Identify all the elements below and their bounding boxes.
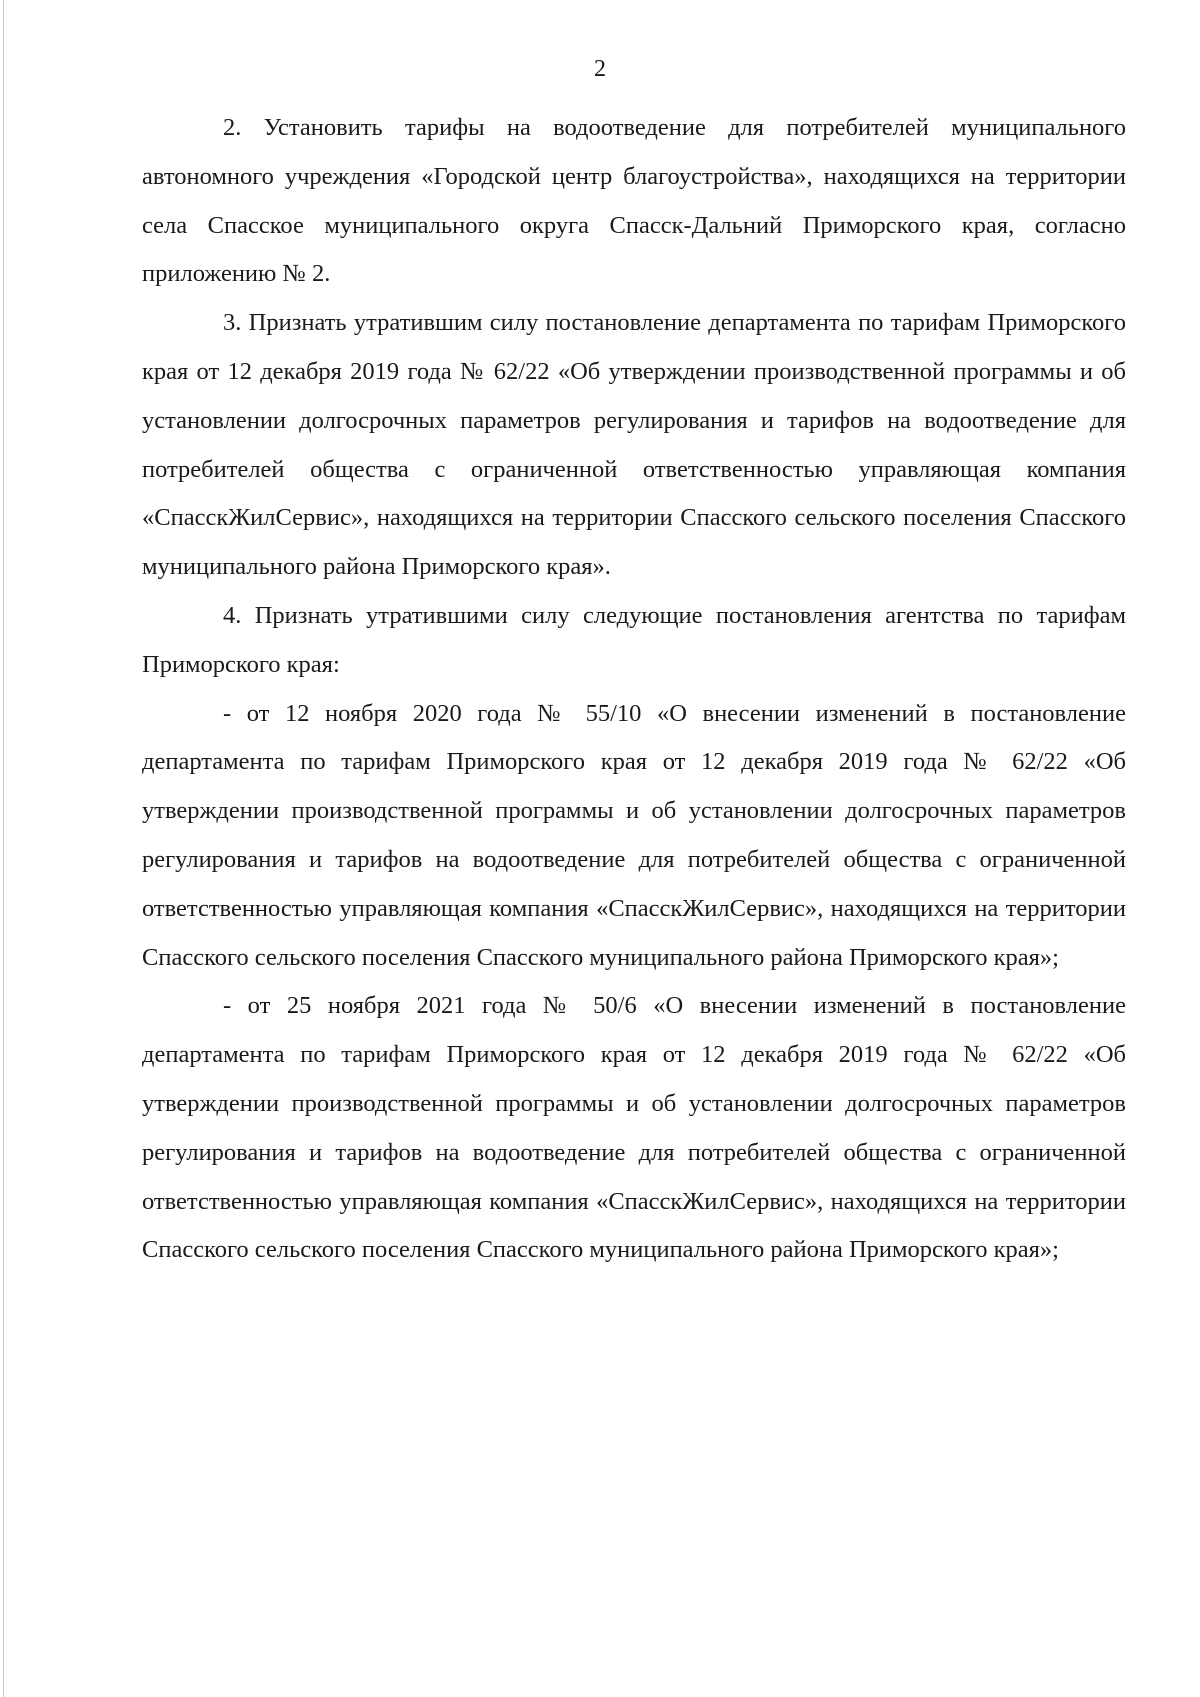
list-item-resolution-50-6: - от 25 ноября 2021 года № 50/6 «О внесении изменений в постановление департамента по тарифам Приморского края от 12 декабря 2019 года № 62/22 «Об утверждении производственной программы и об установлении долгосрочных параметров регулирования и тарифов на водоотведение для потребителей общества с ограниченной ответственностью управляющая компания «СпасскЖилСервис», находящихся на территории Спасского сельского поселения Спасского муниципального района Приморского края»; bbox=[142, 992, 1126, 1264]
page-number: 2 bbox=[594, 56, 606, 82]
paragraph-item-4: 4. Признать утратившими силу следующие постановления агентства по тарифам Приморского края: bbox=[142, 601, 1126, 678]
paragraph-item-3: 3. Признать утратившим силу постановление департамента по тарифам Приморского края от 12 декабря 2019 года № 62/22 «Об утверждении производственной программы и об установлении долгосрочных параметров регулирования и тарифов на водоотведение для потребителей общества с ограниченной ответственностью управляющая компания «СпасскЖилСервис», находящихся на территории Спасского сельского поселения Спасского муниципального района Приморского края». bbox=[142, 309, 1126, 581]
paragraph-item-2: 2. Установить тарифы на водоотведение для потребителей муниципального автономного учреждения «Городской центр благоустройства», находящихся на территории села Спасское муниципального округа Спасск-Дальний Приморского края, согласно приложению № 2. bbox=[142, 114, 1126, 288]
document-body bbox=[142, 104, 1126, 1275]
scan-edge-line bbox=[3, 0, 4, 1697]
list-item-resolution-55-10: - от 12 ноября 2020 года № 55/10 «О внесении изменений в постановление департамента по тарифам Приморского края от 12 декабря 2019 года № 62/22 «Об утверждении производственной программы и об установлении долгосрочных параметров регулирования и тарифов на водоотведение для потребителей общества с ограниченной ответственностью управляющая компания «СпасскЖилСервис», находящихся на территории Спасского сельского поселения Спасского муниципального района Приморского края»; bbox=[142, 699, 1126, 971]
